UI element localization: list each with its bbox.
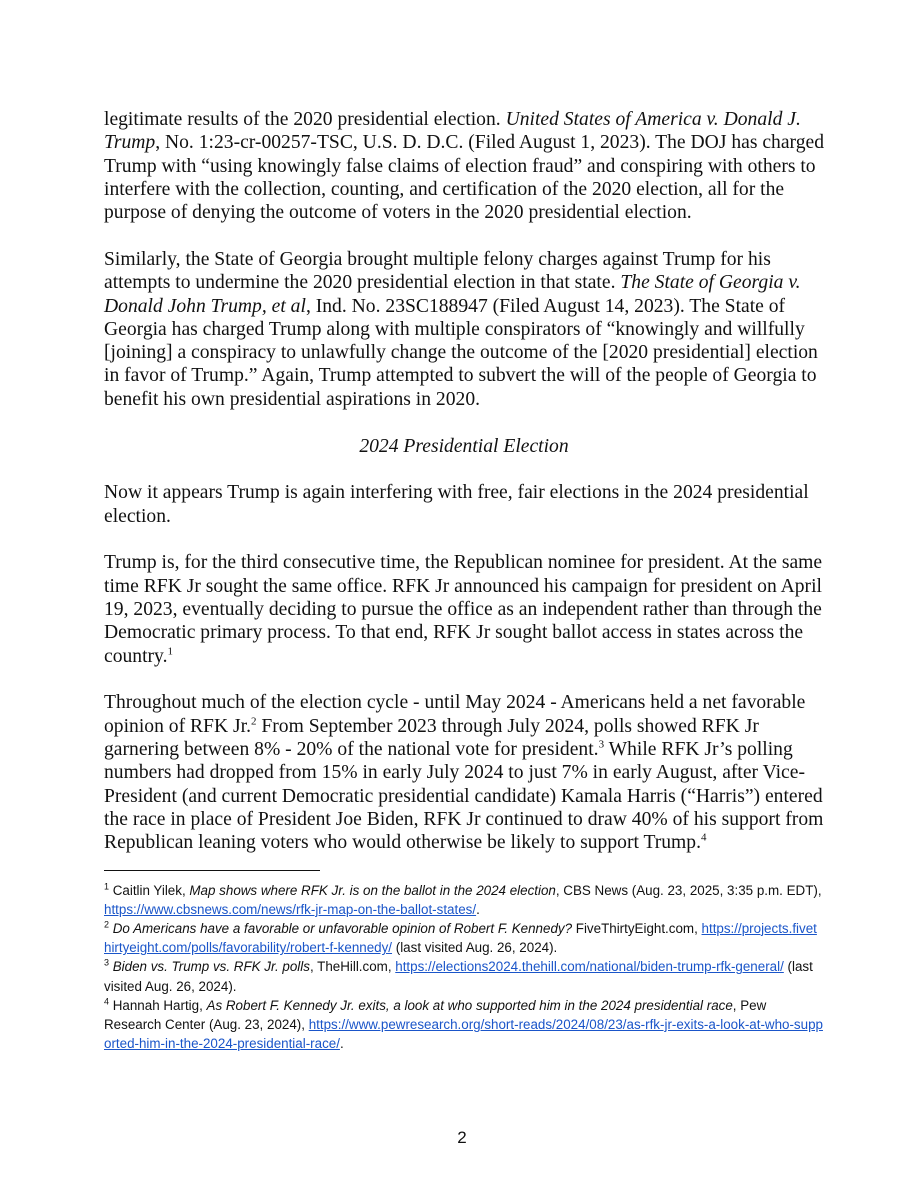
paragraph-georgia-case (104, 248, 824, 411)
paragraph-nominee (104, 551, 824, 667)
footnote-4 (104, 996, 824, 1054)
footnote-title: As Robert F. Kennedy Jr. exits, a look at who supported him in the 2024 presidential race (206, 997, 733, 1013)
footnote-tail: . (339, 1036, 344, 1052)
footnote-link[interactable]: https://www.cbsnews.com/news/rfk-jr-map-on-the-ballot-states/ (104, 901, 477, 917)
text: Trump is, for the third consecutive time, the Republican nominee for president. At the same time RFK Jr sought the same office. RFK Jr announced his campaign for president on April 19, 2023, eventually deciding to pursue the office as an independent rather than through the Democratic primary process. To that end, RFK Jr sought ballot access in states across the country. (104, 552, 823, 667)
footnote-source: , CBS News (Aug. 23, 2025, 3:35 p.m. EDT), (555, 882, 822, 898)
footnotes (104, 881, 824, 1054)
footnote-link[interactable]: https://elections2024.thehill.com/national/biden-trump-rfk-general/ (395, 959, 784, 975)
paragraph-doj-case (104, 108, 824, 224)
footnote-ref[interactable]: 2 (250, 715, 257, 728)
text: Throughout much of the election cycle - until May 2024 - Americans held a net favorable opinion of RFK Jr. (104, 692, 806, 737)
footnote-number: 2 (104, 919, 110, 930)
footnote-ref[interactable]: 1 (167, 645, 173, 658)
footnote-3 (104, 957, 824, 995)
section-heading: 2024 Presidential Election (359, 435, 569, 457)
footnote-2 (104, 919, 824, 957)
footnote-title: Biden vs. Trump vs. RFK Jr. polls (112, 959, 310, 975)
footnote-tail: . (476, 901, 480, 917)
footnote-source: , TheHill.com, (309, 959, 396, 975)
footnote-link[interactable]: https://projects.fivethirtyeight.com/polls/favorability/robert-f-kennedy/ (104, 920, 817, 956)
footnote-separator (104, 870, 320, 871)
footnote-source: , Pew Research Center (Aug. 23, 2024), (104, 997, 767, 1032)
footnote-link[interactable]: https://www.pewresearch.org/short-reads/2024/08/23/as-rfk-jr-exits-a-look-at-who-supported-him-in-the-2024-presidential-race/ (104, 1016, 823, 1052)
footnote-title: Map shows where RFK Jr. is on the ballot in the 2024 election (189, 882, 556, 898)
paragraph-2024-intro: Now it appears Trump is again interfering with free, fair elections in the 2024 presidential election. (104, 482, 809, 527)
footnote-title: Do Americans have a favorable or unfavorable opinion of Robert F. Kennedy? (112, 920, 573, 936)
paragraph-polling (104, 691, 824, 854)
text: Similarly, the State of Georgia brought multiple felony charges against Trump for his attempts to undermine the 2020 presidential election in that state. (104, 248, 771, 294)
footnote-1 (104, 881, 824, 919)
footnote-number: 3 (104, 957, 110, 968)
document-page (104, 108, 824, 1053)
text: From September 2023 through July 2024, polls showed RFK Jr garnering between 8% - 20% of the national vote for president. (104, 715, 759, 761)
text: legitimate results of the 2020 presidential election. (104, 109, 506, 130)
case-citation: United States of America v. Donald J. Trump (104, 109, 801, 154)
footnote-number: 4 (104, 996, 110, 1007)
text: , Ind. No. 23SC188947 (Filed August 14, 2023). The State of Georgia has charged Trump along with multiple conspirators of “knowingly and willfully [joining] a conspiracy to unlawfully change the outcome of the [2020 presidential] election in favor of Trump.” Again, Trump attempted to subvert the will of the people of Georgia to benefit his own presidential aspirations in 2020. (104, 295, 818, 410)
footnote-source: FiveThirtyEight.com, (572, 920, 702, 936)
footnote-tail: (last visited Aug. 26, 2024). (104, 959, 813, 994)
footnote-number: 1 (104, 881, 110, 892)
footnote-tail: (last visited Aug. 26, 2024). (392, 940, 558, 956)
text: , No. 1:23-cr-00257-TSC, U.S. D. D.C. (Filed August 1, 2023). The DOJ has charged Trump with “using knowingly false claims of election fraud” and conspiring with others to interfere with the collection, counting, and certification of the 2020 election, all for the purpose of denying the outcome of voters in the 2020 presidential election. (104, 132, 825, 224)
footnote-author: Hannah Hartig, (109, 997, 207, 1013)
case-citation: The State of Georgia v. Donald John Trump, et al (104, 272, 801, 317)
footnote-ref[interactable]: 3 (598, 738, 605, 751)
footnote-ref[interactable]: 4 (701, 831, 707, 844)
text: While RFK Jr’s polling numbers had dropped from 15% in early July 2024 to just 7% in early August, after Vice-President (and current Democratic presidential candidate) Kamala Harris (“Harris”) entered the race in place of President Joe Biden, RFK Jr continued to draw 40% of his support from Republican leaning voters who would otherwise be likely to support Trump. (104, 739, 824, 854)
footnote-author: Caitlin Yilek, (109, 882, 190, 898)
page-number: 2 (457, 1128, 467, 1147)
